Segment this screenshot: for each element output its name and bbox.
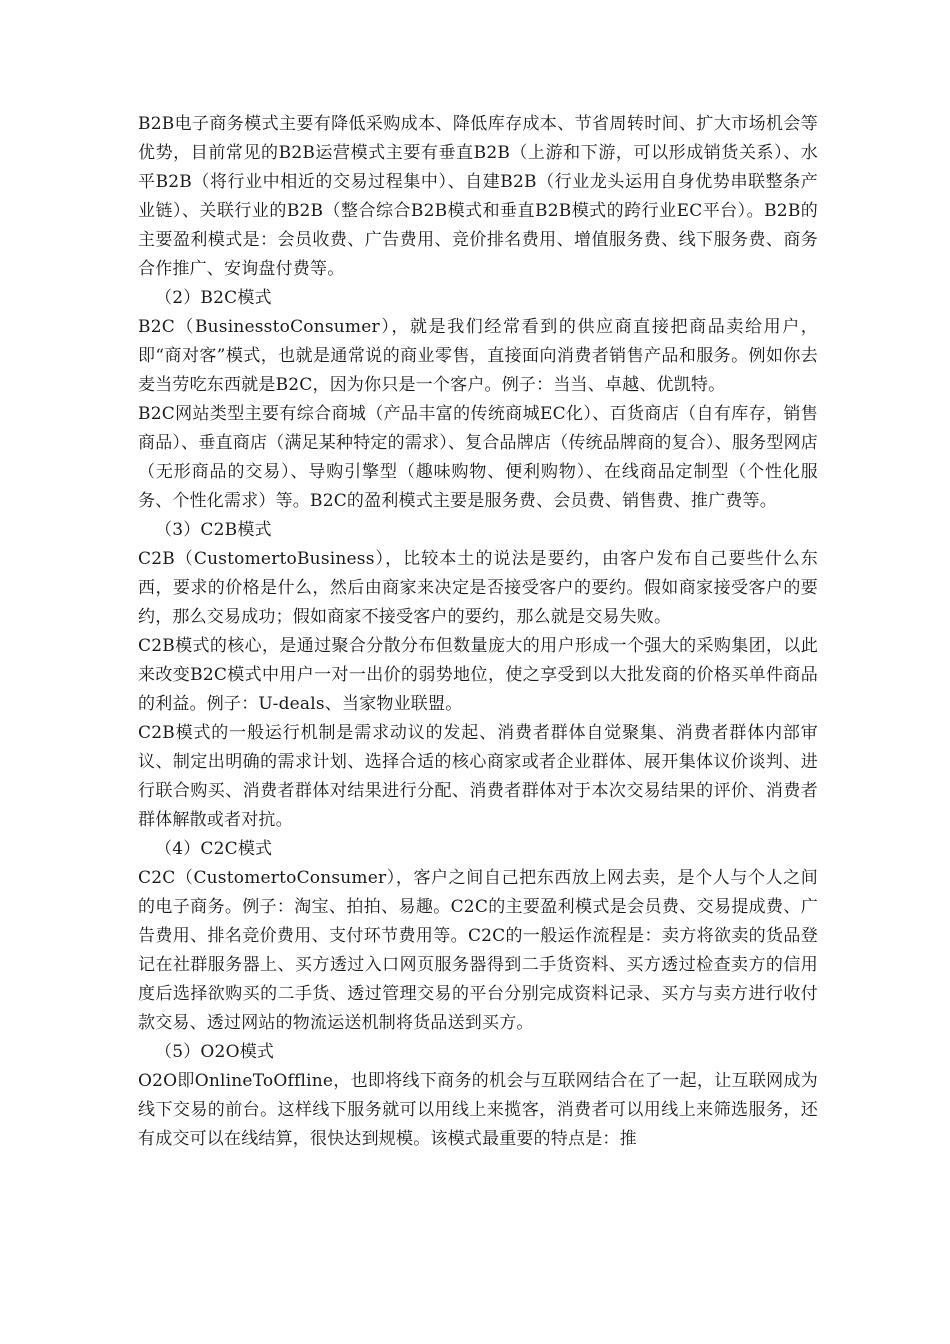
- heading-c2c: （4）C2C模式: [155, 839, 273, 859]
- paragraph-b2b-overview: B2B电子商务模式主要有降低采购成本、降低库存成本、节省周转时间、扩大市场机会等优势，目前常见的B2B运营模式主要有垂直B2B（上游和下游，可以形成销货关系）、水平B2B（将行业中相近的交易过程集中）、自建B2B（行业龙头运用自身优势串联整条产业链）、关联行业的B2B（整合综合B2B模式和垂直B2B模式的跨行业EC平台）。B2B的主要盈利模式是：会员收费、广告费用、竞价排名费用、增值服务费、线下服务费、商务合作推广、安询盘付费等。: [138, 114, 818, 279]
- heading-o2o: （5）O2O模式: [155, 1042, 275, 1062]
- document-body: [138, 110, 818, 1154]
- paragraph-c2c-definition: C2C（CustomertoConsumer），客户之间自己把东西放上网去卖，是个人与个人之间的电子商务。例子：淘宝、拍拍、易趣。C2C的主要盈利模式是会员费、交易提成费、广告费用、排名竞价费用、支付环节费用等。C2C的一般运作流程是：卖方将欲卖的货品登记在社群服务器上、买方透过入口网页服务器得到二手货资料、买方透过检查卖方的信用度后选择欲购买的二手货、透过管理交易的平台分别完成资料记录、买方与卖方进行收付款交易、透过网站的物流运送机制将货品送到买方。: [138, 868, 818, 1033]
- paragraph-o2o-definition: O2O即OnlineToOffline，也即将线下商务的机会与互联网结合在了一起，让互联网成为线下交易的前台。这样线下服务就可以用线上来揽客，消费者可以用线上来筛选服务，还有成交可以在线结算，很快达到规模。该模式最重要的特点是：推: [138, 1071, 818, 1149]
- paragraph-b2c-definition: B2C（BusinesstoConsumer），就是我们经常看到的供应商直接把商品卖给用户，即“商对客”模式，也就是通常说的商业零售，直接面向消费者销售产品和服务。例如你去麦当劳吃东西就是B2C，因为你只是一个客户。例子：当当、卓越、优凯特。: [138, 317, 818, 395]
- paragraph-b2c-types: B2C网站类型主要有综合商城（产品丰富的传统商城EC化）、百货商店（自有库存，销售商品）、垂直商店（满足某种特定的需求）、复合品牌店（传统品牌商的复合）、服务型网店（无形商品的交易）、导购引擎型（趣味购物、便利购物）、在线商品定制型（个性化服务、个性化需求）等。B2C的盈利模式主要是服务费、会员费、销售费、推广费等。: [138, 404, 818, 511]
- paragraph-c2b-mechanism: C2B模式的一般运行机制是需求动议的发起、消费者群体自觉聚集、消费者群体内部审议、制定出明确的需求计划、选择合适的核心商家或者企业群体、展开集体议价谈判、进行联合购买、消费者群体对结果进行分配、消费者群体对于本次交易结果的评价、消费者群体解散或者对抗。: [138, 723, 818, 830]
- paragraph-c2b-core: C2B模式的核心，是通过聚合分散分布但数量庞大的用户形成一个强大的采购集团，以此来改变B2C模式中用户一对一出价的弱势地位，使之享受到以大批发商的价格买单件商品的利益。例子：U-deals、当家物业联盟。: [138, 636, 818, 714]
- paragraph-c2b-definition: C2B（CustomertoBusiness），比较本土的说法是要约，由客户发布自己要些什么东西，要求的价格是什么，然后由商家来决定是否接受客户的要约。假如商家接受客户的要约，那么交易成功；假如商家不接受客户的要约，那么就是交易失败。: [138, 549, 818, 627]
- heading-c2b: （3）C2B模式: [155, 520, 272, 540]
- heading-b2c: （2）B2C模式: [155, 288, 272, 308]
